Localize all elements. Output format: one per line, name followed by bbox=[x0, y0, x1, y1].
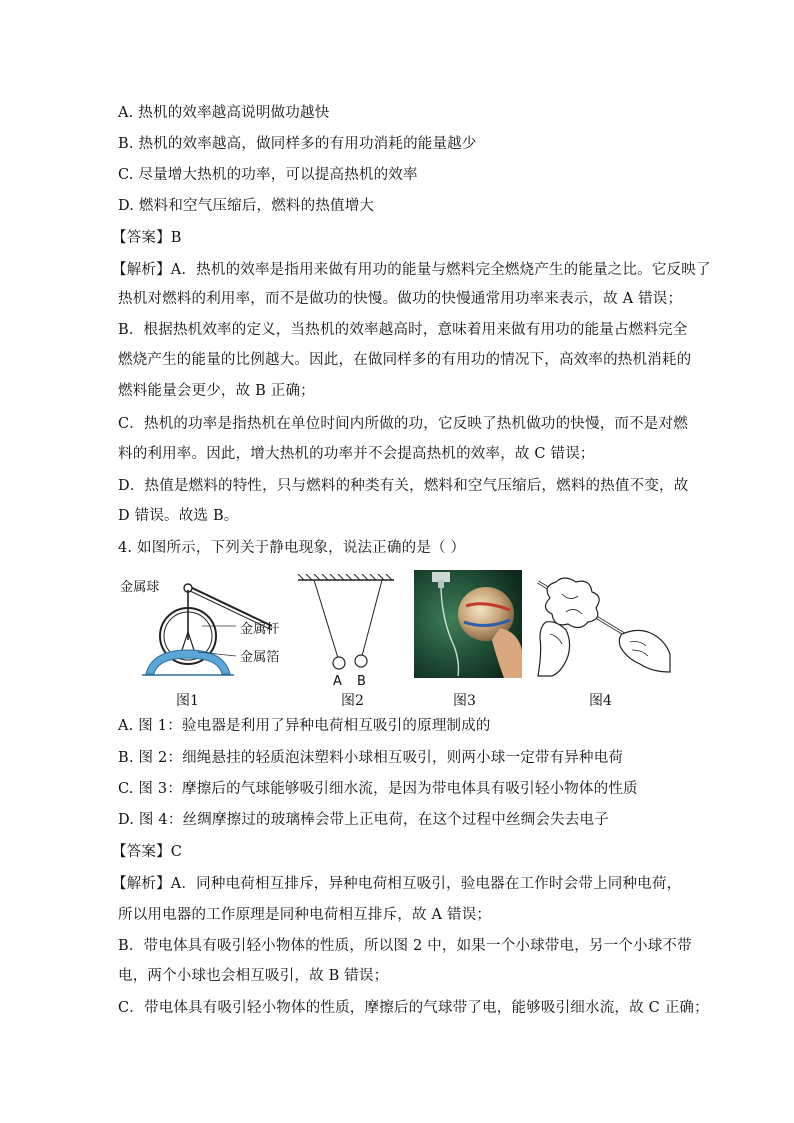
q4-stem: 4. 如图所示，下列关于静电现象，说法正确的是（ ） bbox=[118, 540, 466, 556]
q3-analysis-line: D．热值是燃料的特性，只与燃料的种类有关，燃料和空气压缩后，燃料的热值不变，故 bbox=[118, 478, 689, 494]
q4-analysis-line: 【解析】A．同种电荷相互排斥，异种电荷相互吸引，验电器在工作时会带上同种电荷， bbox=[112, 876, 682, 892]
q3-option-b: B. 热机的效率越高，做同样多的有用功消耗的能量越少 bbox=[118, 136, 477, 152]
q3-answer: 【答案】B bbox=[112, 230, 182, 246]
label-metal-rod: 金属杆 bbox=[240, 622, 280, 637]
caption-fig2: 图2 bbox=[341, 693, 364, 709]
label-ball-b: B bbox=[357, 674, 367, 689]
q3-analysis-line: 燃料能量会更少，故 B 正确； bbox=[118, 383, 315, 399]
q3-analysis-line: B．根据热机效率的定义，当热机的效率越高时，意味着用来做有用功的能量占燃料完全 bbox=[118, 322, 688, 338]
label-metal-ball: 金属球 bbox=[120, 580, 160, 595]
hanging-balls-figure bbox=[294, 574, 398, 674]
q4-option-c: C. 图 3：摩擦后的气球能够吸引细水流，是因为带电体具有吸引轻小物体的性质 bbox=[118, 781, 638, 797]
q4-answer: 【答案】C bbox=[112, 844, 183, 860]
q3-analysis-line: D 错误。故选 B。 bbox=[118, 508, 239, 524]
q4-analysis-line: B．带电体具有吸引轻小物体的性质，所以图 2 中，如果一个小球带电，另一个小球不带 bbox=[118, 938, 692, 954]
q3-option-a: A. 热机的效率越高说明做功越快 bbox=[118, 105, 330, 121]
q4-analysis-line: 所以用电器的工作原理是同种电荷相互排斥，故 A 错误； bbox=[118, 907, 492, 923]
q3-option-c: C. 尽量增大热机的功率，可以提高热机的效率 bbox=[118, 167, 418, 183]
q4-option-b: B. 图 2：细绳悬挂的轻质泡沫塑料小球相互吸引，则两小球一定带有异种电荷 bbox=[118, 750, 624, 766]
q4-analysis-line: C．带电体具有吸引轻小物体的性质，摩擦后的气球带了电，能够吸引细水流，故 C 正确； bbox=[118, 1000, 709, 1016]
q3-option-d: D. 燃料和空气压缩后，燃料的热值增大 bbox=[118, 198, 375, 214]
q3-analysis-line: 【解析】A．热机的效率是指用来做有用功的能量与燃料完全燃烧产生的能量之比。它反映了 bbox=[112, 262, 711, 278]
q4-option-d: D. 图 4：丝绸摩擦过的玻璃棒会带上正电荷，在这个过程中丝绸会失去电子 bbox=[118, 812, 609, 828]
caption-fig3: 图3 bbox=[453, 693, 476, 709]
q3-analysis-line: C．热机的功率是指热机在单位时间内所做的功，它反映了热机做功的快慢，而不是对燃 bbox=[118, 416, 688, 432]
q3-analysis-line: 燃烧产生的能量的比例越大。因此，在做同样多的有用功的情况下，高效率的热机消耗的 bbox=[118, 352, 692, 368]
caption-fig4: 图4 bbox=[589, 693, 612, 709]
label-ball-a: A bbox=[333, 674, 343, 689]
balloon-water-photo bbox=[414, 570, 522, 678]
glass-rod-silk-figure bbox=[532, 572, 672, 682]
q3-analysis-line: 热机对燃料的利用率，而不是做功的快慢。做功的快慢通常用功率来表示，故 A 错误； bbox=[118, 291, 683, 307]
q3-analysis-line: 料的利用率。因此，增大热机的功率并不会提高热机的效率，故 C 错误； bbox=[118, 446, 595, 462]
q4-option-a: A. 图 1：验电器是利用了异种电荷相互吸引的原理制成的 bbox=[118, 718, 491, 734]
label-metal-foil: 金属箔 bbox=[240, 650, 280, 665]
caption-fig1: 图1 bbox=[176, 693, 199, 709]
q4-analysis-line: 电，两个小球也会相互吸引，故 B 错误； bbox=[118, 968, 389, 984]
